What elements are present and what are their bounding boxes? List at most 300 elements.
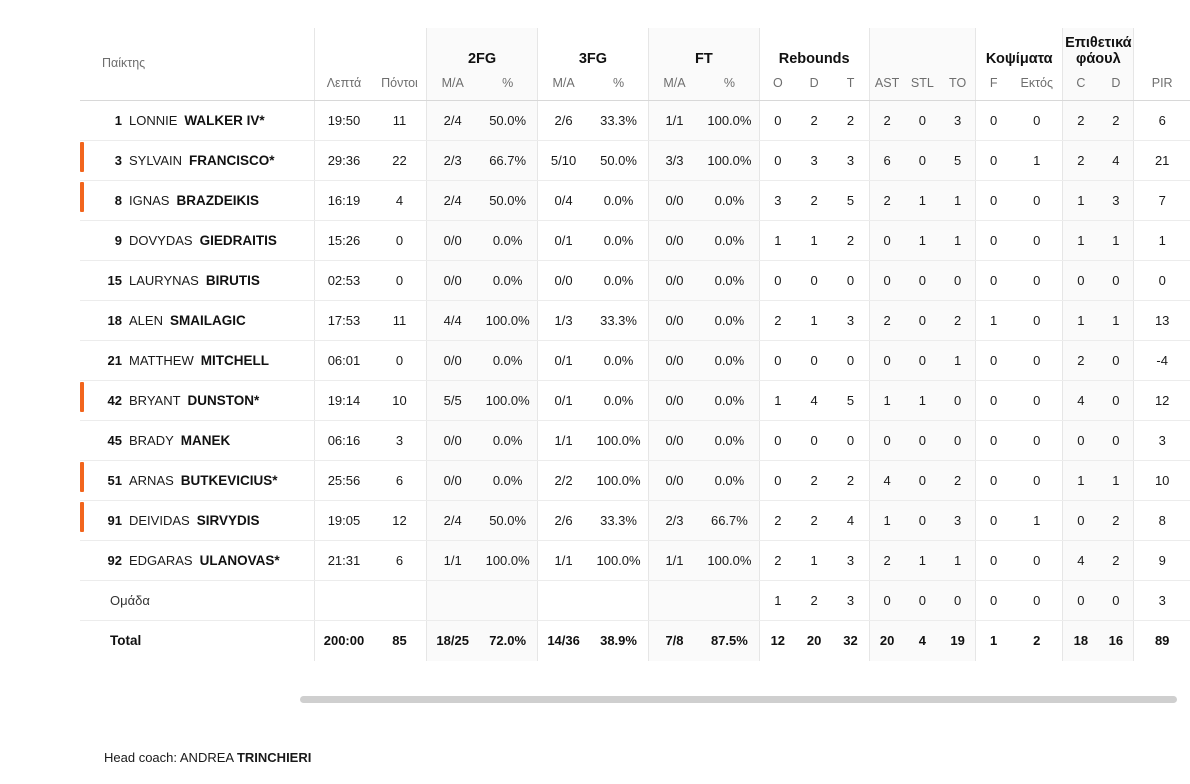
stat-to: 5	[940, 141, 976, 181]
head-coach-label: Head coach:	[104, 750, 180, 765]
table-row[interactable]	[80, 101, 1190, 141]
player-last-name: FRANCISCO*	[188, 153, 275, 168]
team-label-cell	[80, 581, 315, 621]
total-fg2-pct: 72.0%	[478, 621, 537, 661]
stat-to: 0	[940, 381, 976, 421]
stat-stl: 0	[905, 141, 941, 181]
team-ast: 0	[869, 581, 905, 621]
team-row	[80, 581, 1190, 621]
team-foul-c: 0	[1063, 581, 1099, 621]
stat-ft-pct: 0.0%	[700, 181, 759, 221]
header-group-rebounds: Rebounds	[759, 28, 869, 74]
stat-stl: 0	[905, 301, 941, 341]
team-points	[373, 581, 427, 621]
header-group-blocks: Κοψίματα	[976, 28, 1063, 74]
stat-fg2-pct: 66.7%	[478, 141, 537, 181]
stat-points: 22	[373, 141, 427, 181]
stat-reb-d: 2	[796, 101, 833, 141]
stat-reb-d: 1	[796, 221, 833, 261]
stat-reb-o: 2	[759, 541, 796, 581]
player-last-name: WALKER IV*	[184, 113, 265, 128]
stat-pir: 10	[1134, 461, 1190, 501]
stat-foul-c: 2	[1063, 341, 1099, 381]
total-minutes: 200:00	[315, 621, 373, 661]
starter-marker	[80, 182, 84, 212]
stat-blk-f: 0	[976, 341, 1012, 381]
player-cell[interactable]	[80, 261, 315, 301]
stat-minutes: 15:26	[315, 221, 373, 261]
player-first-name: IGNAS	[129, 193, 170, 208]
player-number: 18	[107, 313, 122, 328]
stat-fg3-pct: 100.0%	[589, 421, 648, 461]
stat-reb-t: 0	[832, 421, 869, 461]
stat-reb-d: 0	[796, 421, 833, 461]
total-label-cell	[80, 621, 315, 661]
stat-reb-t: 3	[832, 541, 869, 581]
player-cell[interactable]	[80, 301, 315, 341]
stat-fg2-pct: 50.0%	[478, 101, 537, 141]
player-cell[interactable]	[80, 181, 315, 221]
stat-points: 12	[373, 501, 427, 541]
table-row[interactable]	[80, 301, 1190, 341]
player-last-name: BRAZDEIKIS	[176, 193, 259, 208]
player-first-name: EDGARAS	[129, 553, 193, 568]
stat-points: 0	[373, 221, 427, 261]
player-cell[interactable]	[80, 341, 315, 381]
table-row[interactable]	[80, 381, 1190, 421]
team-minutes	[315, 581, 373, 621]
stat-to: 1	[940, 541, 976, 581]
player-number: 1	[114, 113, 122, 128]
stat-fg2-pct: 50.0%	[478, 181, 537, 221]
stat-fg2-pct: 0.0%	[478, 341, 537, 381]
stat-minutes: 29:36	[315, 141, 373, 181]
stat-fg3-ma: 0/1	[538, 381, 590, 421]
total-foul-c: 18	[1063, 621, 1099, 661]
stat-fg3-pct: 33.3%	[589, 101, 648, 141]
stat-fg3-pct: 0.0%	[589, 341, 648, 381]
stat-fg2-pct: 100.0%	[478, 381, 537, 421]
stat-ast: 2	[869, 541, 905, 581]
stat-points: 6	[373, 541, 427, 581]
stat-fg3-ma: 0/0	[538, 261, 590, 301]
header-col-blk-f: F	[976, 74, 1012, 101]
stat-points: 11	[373, 301, 427, 341]
stat-blk-ekt: 0	[1011, 181, 1063, 221]
header-col-stl: STL	[905, 74, 941, 101]
stat-reb-d: 1	[796, 301, 833, 341]
player-cell[interactable]	[80, 221, 315, 261]
team-to: 0	[940, 581, 976, 621]
stat-reb-d: 0	[796, 261, 833, 301]
header-col-minutes: Λεπτά	[315, 74, 373, 101]
header-col-foul-c: C	[1063, 74, 1099, 101]
stat-pir: -4	[1134, 341, 1190, 381]
stat-foul-d: 0	[1098, 341, 1134, 381]
total-foul-d: 16	[1098, 621, 1134, 661]
total-ft-ma: 7/8	[648, 621, 700, 661]
stat-fg3-ma: 2/6	[538, 501, 590, 541]
stat-reb-o: 0	[759, 461, 796, 501]
stat-pir: 12	[1134, 381, 1190, 421]
stat-pir: 0	[1134, 261, 1190, 301]
player-number: 8	[114, 193, 122, 208]
header-group-ft: FT	[648, 28, 759, 74]
stat-ft-ma: 0/0	[648, 341, 700, 381]
total-ft-pct: 87.5%	[700, 621, 759, 661]
stat-blk-f: 0	[976, 421, 1012, 461]
stat-ft-ma: 1/1	[648, 101, 700, 141]
stat-points: 6	[373, 461, 427, 501]
stat-points: 10	[373, 381, 427, 421]
stat-ft-ma: 0/0	[648, 381, 700, 421]
header-column-row	[80, 74, 1190, 101]
table-row[interactable]	[80, 421, 1190, 461]
stat-reb-t: 5	[832, 381, 869, 421]
header-col-points: Πόντοι	[373, 74, 427, 101]
team-stl: 0	[905, 581, 941, 621]
stat-ft-pct: 100.0%	[700, 541, 759, 581]
stat-foul-d: 3	[1098, 181, 1134, 221]
table-row[interactable]	[80, 541, 1190, 581]
stat-reb-t: 3	[832, 301, 869, 341]
team-reb-t: 3	[832, 581, 869, 621]
stat-blk-f: 1	[976, 301, 1012, 341]
stat-ast: 2	[869, 301, 905, 341]
player-cell[interactable]	[80, 501, 315, 541]
starter-marker	[80, 462, 84, 492]
stat-stl: 1	[905, 181, 941, 221]
stat-fg2-ma: 2/3	[427, 141, 479, 181]
stat-to: 3	[940, 501, 976, 541]
stat-foul-c: 1	[1063, 301, 1099, 341]
total-reb-t: 32	[843, 633, 858, 649]
header-col-ft-pct: %	[700, 74, 759, 101]
table-header	[80, 28, 1190, 101]
player-last-name: GIEDRAITIS	[199, 233, 277, 248]
header-group-offensive-fouls: Επιθετικά φάουλ	[1063, 28, 1134, 74]
stat-ft-ma: 3/3	[648, 141, 700, 181]
stat-minutes: 19:14	[315, 381, 373, 421]
stat-foul-d: 0	[1098, 261, 1134, 301]
total-fg3-pct: 38.9%	[600, 633, 637, 649]
table-row[interactable]	[80, 341, 1190, 381]
stat-reb-d: 2	[796, 181, 833, 221]
stat-ft-pct: 100.0%	[700, 141, 759, 181]
stat-stl: 0	[905, 261, 941, 301]
header-col-reb-t: T	[832, 74, 869, 101]
stat-fg3-pct: 33.3%	[589, 501, 648, 541]
stat-fg2-ma: 2/4	[427, 501, 479, 541]
player-number: 91	[107, 513, 122, 528]
team-blk-ekt: 0	[1011, 581, 1063, 621]
header-col-fg2-pct: %	[478, 74, 537, 101]
stat-blk-ekt: 0	[1011, 301, 1063, 341]
player-first-name: BRADY	[129, 433, 174, 448]
stat-minutes: 06:16	[315, 421, 373, 461]
table-row[interactable]	[80, 461, 1190, 501]
stat-foul-d: 4	[1098, 141, 1134, 181]
stat-fg2-pct: 100.0%	[478, 301, 537, 341]
starter-marker	[80, 382, 84, 412]
player-last-name: BUTKEVICIUS*	[180, 473, 278, 488]
player-first-name: ALEN	[129, 313, 163, 328]
stat-blk-ekt: 0	[1011, 221, 1063, 261]
stat-blk-ekt: 0	[1011, 541, 1063, 581]
stat-minutes: 17:53	[315, 301, 373, 341]
stat-fg3-ma: 1/1	[538, 421, 590, 461]
stat-reb-d: 3	[796, 141, 833, 181]
head-coach-first: ANDREA	[179, 750, 237, 765]
player-last-name: BIRUTIS	[205, 273, 260, 288]
stat-blk-ekt: 1	[1011, 141, 1063, 181]
stat-pir: 21	[1134, 141, 1190, 181]
header-col-ast: AST	[869, 74, 905, 101]
team-label: Ομάδα	[110, 593, 150, 608]
header-spacer-minutes	[315, 28, 373, 74]
table-row[interactable]	[80, 181, 1190, 221]
stat-ft-pct: 0.0%	[700, 261, 759, 301]
stat-fg3-pct: 0.0%	[589, 261, 648, 301]
boxscore-page	[0, 28, 1190, 784]
table-row[interactable]	[80, 221, 1190, 261]
player-cell[interactable]	[80, 101, 315, 141]
stat-foul-d: 2	[1098, 501, 1134, 541]
stat-fg2-ma: 0/0	[427, 461, 479, 501]
header-col-to: TO	[940, 74, 976, 101]
stat-reb-t: 4	[832, 501, 869, 541]
boxscore-table	[80, 28, 1190, 661]
player-cell[interactable]	[80, 421, 315, 461]
stat-blk-ekt: 0	[1011, 381, 1063, 421]
stat-fg2-pct: 50.0%	[478, 501, 537, 541]
team-pir: 3	[1134, 581, 1190, 621]
stat-ast: 0	[869, 421, 905, 461]
stat-ft-ma: 0/0	[648, 181, 700, 221]
stat-reb-o: 0	[759, 421, 796, 461]
stat-fg3-ma: 0/1	[538, 221, 590, 261]
stat-fg2-ma: 4/4	[427, 301, 479, 341]
player-last-name: DUNSTON*	[187, 393, 260, 408]
stat-blk-ekt: 1	[1011, 501, 1063, 541]
stat-minutes: 25:56	[315, 461, 373, 501]
player-cell[interactable]	[80, 541, 315, 581]
stat-reb-o: 0	[759, 341, 796, 381]
stat-fg3-pct: 100.0%	[589, 541, 648, 581]
stat-blk-f: 0	[976, 181, 1012, 221]
player-last-name: ULANOVAS*	[199, 553, 280, 568]
header-col-fg3-ma: Μ/Α	[538, 74, 590, 101]
player-last-name: SMAILAGIC	[169, 313, 246, 328]
stat-reb-t: 2	[832, 461, 869, 501]
stat-blk-f: 0	[976, 141, 1012, 181]
stat-stl: 0	[905, 501, 941, 541]
team-fg2-ma	[427, 581, 479, 621]
stat-ast: 4	[869, 461, 905, 501]
stat-ft-ma: 1/1	[648, 541, 700, 581]
stat-to: 1	[940, 181, 976, 221]
player-first-name: MATTHEW	[129, 353, 194, 368]
stat-ft-pct: 66.7%	[700, 501, 759, 541]
total-stl: 4	[905, 621, 941, 661]
stat-foul-d: 1	[1098, 461, 1134, 501]
stat-foul-c: 0	[1063, 261, 1099, 301]
stat-ft-pct: 0.0%	[700, 381, 759, 421]
header-col-fg3-pct: %	[589, 74, 648, 101]
stat-reb-t: 2	[832, 101, 869, 141]
stat-stl: 0	[905, 341, 941, 381]
table-row[interactable]	[80, 141, 1190, 181]
stat-pir: 6	[1134, 101, 1190, 141]
stat-blk-f: 0	[976, 101, 1012, 141]
stat-foul-c: 4	[1063, 381, 1099, 421]
stat-ft-ma: 0/0	[648, 421, 700, 461]
stat-reb-o: 3	[759, 181, 796, 221]
stat-blk-f: 0	[976, 461, 1012, 501]
stat-blk-ekt: 0	[1011, 261, 1063, 301]
header-col-reb-o: O	[759, 74, 796, 101]
stat-ft-pct: 0.0%	[700, 421, 759, 461]
table-row[interactable]	[80, 501, 1190, 541]
stat-blk-ekt: 0	[1011, 461, 1063, 501]
stat-minutes: 19:50	[315, 101, 373, 141]
total-reb-o: 12	[759, 621, 796, 661]
player-number: 51	[107, 473, 122, 488]
stat-fg2-pct: 0.0%	[478, 221, 537, 261]
stat-minutes: 02:53	[315, 261, 373, 301]
stat-reb-o: 0	[759, 261, 796, 301]
team-fg2-pct	[478, 581, 537, 621]
stat-foul-c: 2	[1063, 101, 1099, 141]
header-group-2fg: 2FG	[427, 28, 538, 74]
stat-to: 2	[940, 461, 976, 501]
stat-foul-d: 0	[1098, 421, 1134, 461]
total-fg2-ma: 18/25	[427, 621, 479, 661]
stat-fg2-ma: 1/1	[427, 541, 479, 581]
stat-fg3-ma: 1/3	[538, 301, 590, 341]
stat-reb-d: 4	[796, 381, 833, 421]
stat-points: 0	[373, 261, 427, 301]
stat-stl: 0	[905, 421, 941, 461]
stat-stl: 1	[905, 541, 941, 581]
player-first-name: BRYANT	[129, 393, 181, 408]
header-col-blk-ekt: Εκτός	[1011, 74, 1063, 101]
stat-pir: 8	[1134, 501, 1190, 541]
stat-ft-pct: 0.0%	[700, 221, 759, 261]
stat-ft-pct: 0.0%	[700, 301, 759, 341]
stat-fg3-ma: 0/1	[538, 341, 590, 381]
stat-ft-ma: 0/0	[648, 461, 700, 501]
stat-fg2-pct: 0.0%	[478, 421, 537, 461]
stat-foul-d: 0	[1098, 381, 1134, 421]
player-cell[interactable]	[80, 141, 315, 181]
team-ft-ma	[648, 581, 700, 621]
stat-foul-d: 2	[1098, 541, 1134, 581]
total-blk-f: 1	[976, 621, 1012, 661]
header-col-player	[80, 74, 315, 101]
stat-stl: 0	[905, 101, 941, 141]
starter-marker	[80, 502, 84, 532]
player-number: 42	[107, 393, 122, 408]
stat-ft-ma: 0/0	[648, 221, 700, 261]
stat-fg3-ma: 2/2	[538, 461, 590, 501]
header-col-foul-d: D	[1098, 74, 1134, 101]
stat-reb-t: 5	[832, 181, 869, 221]
stat-ast: 1	[869, 501, 905, 541]
player-number: 92	[107, 553, 122, 568]
player-first-name: LAURYNAS	[129, 273, 199, 288]
starter-marker	[80, 142, 84, 172]
total-pir: 89	[1134, 621, 1190, 661]
stat-pir: 7	[1134, 181, 1190, 221]
header-spacer-points	[373, 28, 427, 74]
stat-fg2-ma: 5/5	[427, 381, 479, 421]
stat-ft-pct: 0.0%	[700, 461, 759, 501]
header-col-ft-ma: Μ/Α	[648, 74, 700, 101]
team-fg3-pct	[589, 581, 648, 621]
stat-pir: 13	[1134, 301, 1190, 341]
stat-ft-ma: 0/0	[648, 261, 700, 301]
horizontal-scrollbar[interactable]	[300, 696, 1177, 703]
table-row[interactable]	[80, 261, 1190, 301]
stat-reb-t: 3	[832, 141, 869, 181]
stat-fg2-pct: 100.0%	[478, 541, 537, 581]
stat-minutes: 06:01	[315, 341, 373, 381]
team-foul-d: 0	[1098, 581, 1134, 621]
stat-to: 1	[940, 221, 976, 261]
head-coach	[104, 750, 311, 765]
total-label: Total	[110, 633, 142, 649]
stat-pir: 3	[1134, 421, 1190, 461]
stat-fg2-ma: 0/0	[427, 221, 479, 261]
stat-ast: 2	[869, 101, 905, 141]
player-cell[interactable]	[80, 461, 315, 501]
total-blk-ekt: 2	[1033, 633, 1041, 649]
stat-ft-ma: 0/0	[648, 301, 700, 341]
stat-pir: 1	[1134, 221, 1190, 261]
stat-ft-pct: 0.0%	[700, 341, 759, 381]
stat-fg3-ma: 2/6	[538, 101, 590, 141]
stat-fg2-ma: 2/4	[427, 181, 479, 221]
stat-points: 0	[373, 341, 427, 381]
stat-reb-d: 0	[796, 341, 833, 381]
stat-fg2-ma: 2/4	[427, 101, 479, 141]
total-points: 85	[392, 633, 407, 649]
stat-fg3-pct: 33.3%	[589, 301, 648, 341]
stat-to: 0	[940, 421, 976, 461]
stat-to: 0	[940, 261, 976, 301]
stat-foul-c: 4	[1063, 541, 1099, 581]
player-cell[interactable]	[80, 381, 315, 421]
player-first-name: SYLVAIN	[129, 153, 182, 168]
stat-points: 4	[373, 181, 427, 221]
team-fg3-ma	[538, 581, 590, 621]
stat-reb-o: 2	[759, 301, 796, 341]
stat-stl: 0	[905, 461, 941, 501]
team-reb-d: 2	[796, 581, 833, 621]
stat-blk-ekt: 0	[1011, 341, 1063, 381]
stat-fg3-pct: 0.0%	[589, 181, 648, 221]
total-reb-d: 20	[806, 633, 822, 649]
stat-foul-d: 1	[1098, 221, 1134, 261]
stat-to: 3	[940, 101, 976, 141]
stat-reb-t: 0	[832, 261, 869, 301]
stat-foul-c: 0	[1063, 501, 1099, 541]
total-ast: 20	[869, 621, 905, 661]
stat-foul-c: 1	[1063, 461, 1099, 501]
player-number: 21	[107, 353, 122, 368]
player-number: 3	[114, 153, 122, 168]
